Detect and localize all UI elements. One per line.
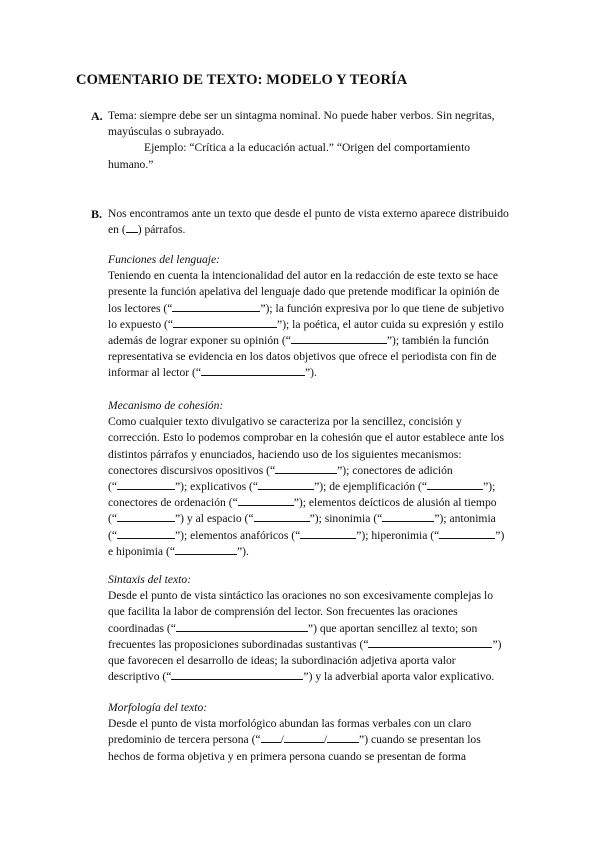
paragraph-line: predominio de tercera persona (“ / / ”) cuando se presentan los	[108, 733, 481, 747]
blank-field[interactable]	[117, 479, 175, 490]
cohesion-section	[108, 398, 548, 560]
paragraph-line: que facilita la labor de comprensión del lector. Son frecuentes las oraciones	[108, 605, 458, 619]
blank-field[interactable]	[291, 333, 387, 344]
blank-field[interactable]	[300, 528, 356, 539]
paragraph-line: los lectores (“ ”); la función expresiva por lo que tiene de subjetivo	[108, 301, 505, 315]
paragraph-line: conectores de ordenación (“ ”); elementos deícticos de alusión al tiempo	[108, 496, 497, 510]
paragraph-line: (“ ”); elementos anafóricos (“ ”); hiperonimia (“ ”)	[108, 528, 505, 542]
paragraph-line: distintos párrafos y enunciados, haciendo uso de los siguientes mecanismos:	[108, 447, 462, 461]
blank-field[interactable]	[175, 544, 237, 555]
blank-field[interactable]	[171, 669, 303, 680]
blank-field[interactable]	[258, 479, 314, 490]
blank-field[interactable]	[117, 511, 175, 522]
paragraph-line: conectores discursivos opositivos (“ ”); conectores de adición	[108, 463, 453, 477]
section-heading: Sintaxis del texto:	[108, 573, 192, 586]
paragraph-line: corrección. Esto lo podemos comprobar en la cohesión que el autor establece ante los	[108, 431, 504, 445]
paragraph-line: presente la función apelativa del lenguaje dado que pretende modificar la opinión de	[108, 285, 500, 299]
section-b-marker: B.	[91, 207, 103, 221]
paragraph-line: que favorecen el desarrollo de ideas; la subordinación adjetiva aporta valor	[108, 654, 456, 668]
paragraph-line: informar al lector (“ ”).	[108, 366, 317, 380]
blank-field[interactable]	[382, 511, 434, 522]
section-heading: Funciones del lenguaje:	[108, 253, 221, 266]
blank-field[interactable]	[261, 732, 281, 743]
blank-field[interactable]	[327, 732, 359, 743]
blank-field[interactable]	[238, 495, 294, 506]
paragraph-line: además de lograr exponer su opinión (“ ”); también la función	[108, 334, 489, 348]
section-heading: Mecanismo de cohesión:	[108, 399, 224, 412]
blank-field[interactable]	[368, 637, 492, 648]
paragraph-line: e hiponimia (“ ”).	[108, 544, 249, 558]
blank-field[interactable]	[275, 463, 337, 474]
paragraph-line: coordinadas (“ ”) que aportan sencillez al texto; son	[108, 621, 478, 635]
section-b-text	[108, 206, 548, 238]
paragraph-line: representativa se evidencia en los datos objetivos que ofrece el periodista con fin de	[108, 350, 497, 364]
blank-field[interactable]	[126, 222, 138, 233]
section-a-line: Tema: siempre debe ser un sintagma nominal. No puede haber verbos. Sin negritas,	[108, 109, 495, 122]
paragraph-line: Teniendo en cuenta la intencionalidad del autor en la redacción de este texto se hace	[108, 269, 498, 283]
paragraph-line: descriptivo (“ ”) y la adverbial aporta valor explicativo.	[108, 670, 495, 684]
section-a-marker: A.	[91, 109, 103, 123]
paragraph-line: frecuentes las proposiciones subordinadas sustantivas (“ ”)	[108, 637, 502, 651]
blank-field[interactable]	[173, 317, 277, 328]
blank-field[interactable]	[172, 301, 260, 312]
paragraph-line: hechos de forma objetiva y en primera persona cuando se presentan de forma	[108, 749, 466, 763]
blank-field[interactable]	[201, 365, 305, 376]
paragraph-line: lo expuesto (“ ”); la poética, el autor cuida su expresión y estilo	[108, 317, 504, 331]
section-b-line: Nos encontramos ante un texto que desde el punto de vista externo aparece distribuido	[108, 207, 509, 220]
blank-field[interactable]	[427, 479, 483, 490]
blank-field[interactable]	[254, 511, 310, 522]
blank-field[interactable]	[176, 621, 308, 632]
funciones-section	[108, 252, 548, 382]
sintaxis-section	[108, 572, 548, 685]
section-a-line: mayúsculas o subrayado.	[108, 125, 225, 139]
paragraph-line: Como cualquier texto divulgativo se caracteriza por la sencillez, concisión y	[108, 415, 462, 429]
paragraph-line: Desde el punto de vista morfológico abundan las formas verbales con un claro	[108, 717, 472, 731]
paragraph-line: Desde el punto de vista sintáctico las oraciones no son excesivamente complejas lo	[108, 589, 494, 603]
section-a-text	[108, 108, 548, 173]
example-line: humano.”	[108, 157, 154, 171]
blank-field[interactable]	[117, 528, 175, 539]
page-title: COMENTARIO DE TEXTO: MODELO Y TEORÍA	[76, 72, 408, 88]
section-heading: Morfología del texto:	[108, 701, 208, 714]
paragraph-line: (“ ”); explicativos (“ ”); de ejemplificación (“ ”);	[108, 480, 496, 494]
paragraph-line: (“ ”) y al espacio (“ ”); sinonimia (“ ”); antonimia	[108, 512, 496, 526]
blank-field[interactable]	[439, 528, 495, 539]
section-b-line: en ( ) párrafos.	[108, 223, 186, 237]
example-line: Ejemplo: “Crítica a la educación actual.” “Origen del comportamiento	[144, 141, 471, 155]
morfologia-section	[108, 700, 548, 765]
blank-field[interactable]	[284, 732, 324, 743]
